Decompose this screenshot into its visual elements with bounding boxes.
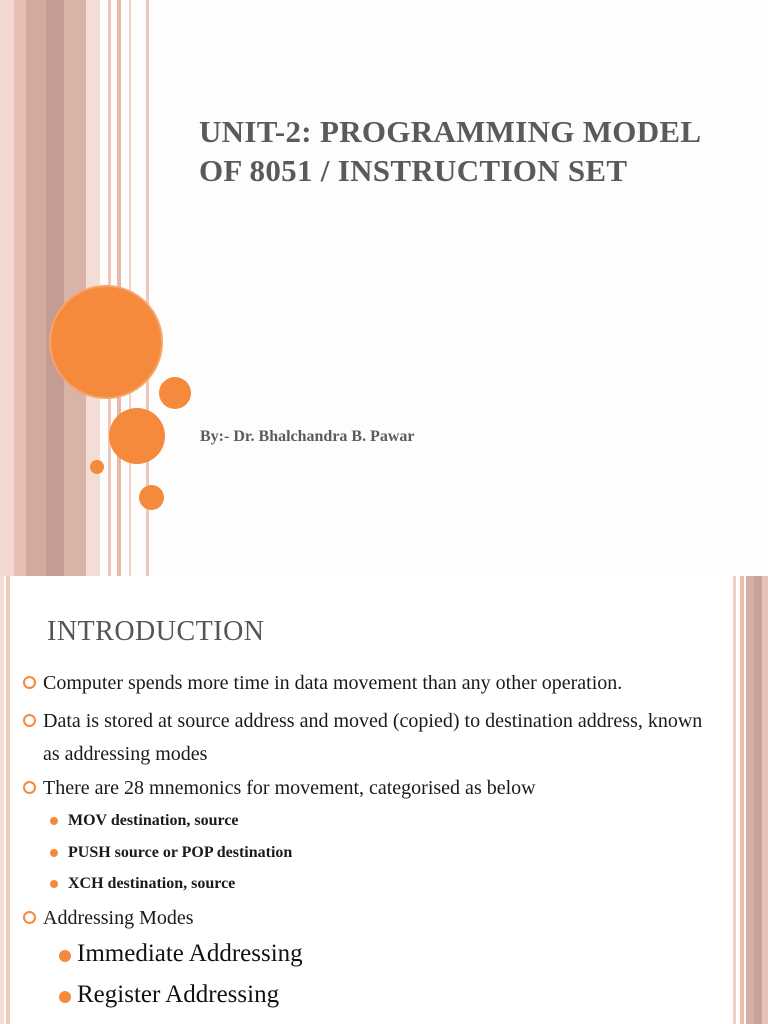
list-item xyxy=(43,705,718,771)
decorative-strip xyxy=(129,0,131,576)
addressing-mode-text: Register Addressing xyxy=(77,981,280,1008)
hollow-bullet-icon xyxy=(23,911,36,924)
tiny-orange-circle xyxy=(90,460,104,474)
decorative-strip xyxy=(762,576,768,1024)
hollow-bullet-icon xyxy=(23,676,36,689)
decorative-strip xyxy=(746,576,754,1024)
medium-orange-circle xyxy=(109,408,165,464)
sub-list-item-text: MOV destination, source xyxy=(68,812,239,829)
filled-bullet-icon xyxy=(50,849,58,857)
decorative-strip xyxy=(46,0,64,576)
list-item xyxy=(43,772,723,805)
decorative-strip xyxy=(64,0,86,576)
slide-heading: INTRODUCTION xyxy=(47,616,265,647)
list-item-text: Addressing Modes xyxy=(43,907,194,929)
small-orange-circle xyxy=(139,485,164,510)
decorative-strip xyxy=(6,576,10,1024)
list-item-text: Computer spends more time in data movement than any other operation. xyxy=(43,672,623,694)
author-line: By:- Dr. Bhalchandra B. Pawar xyxy=(200,428,415,445)
introduction-slide xyxy=(0,576,768,1024)
sub-list-item xyxy=(68,875,235,893)
large-orange-circle xyxy=(51,287,161,397)
sub-list-item-text: PUSH source or POP destination xyxy=(68,844,293,861)
decorative-strip xyxy=(733,576,736,1024)
filled-bullet-icon xyxy=(59,950,71,962)
filled-bullet-icon xyxy=(59,991,71,1003)
decorative-strip xyxy=(740,576,744,1024)
decorative-strip xyxy=(754,576,762,1024)
addressing-mode-item xyxy=(77,940,303,968)
list-item xyxy=(43,902,723,935)
decorative-strip xyxy=(0,0,14,576)
hollow-bullet-icon xyxy=(23,781,36,794)
filled-bullet-icon xyxy=(50,817,58,825)
sub-list-item xyxy=(68,844,292,862)
list-item-text: Data is stored at source address and moved (copied) to destination address, known as addressing modes xyxy=(43,710,703,765)
sub-list-item xyxy=(68,812,239,830)
sub-list-item-text: XCH destination, source xyxy=(68,875,236,892)
addressing-mode-text: Immediate Addressing xyxy=(77,940,303,967)
slide-title: UNIT-2: PROGRAMMING MODEL OF 8051 / INSTRUCTION SET xyxy=(199,114,700,188)
decorative-strip xyxy=(26,0,46,576)
hollow-bullet-icon xyxy=(23,714,36,727)
list-item-text: There are 28 mnemonics for movement, categorised as below xyxy=(43,777,536,799)
small-orange-circle xyxy=(159,377,191,409)
addressing-mode-item xyxy=(77,981,279,1009)
list-item xyxy=(43,667,723,700)
filled-bullet-icon xyxy=(50,880,58,888)
decorative-strip xyxy=(14,0,26,576)
decorative-strip xyxy=(0,576,4,1024)
